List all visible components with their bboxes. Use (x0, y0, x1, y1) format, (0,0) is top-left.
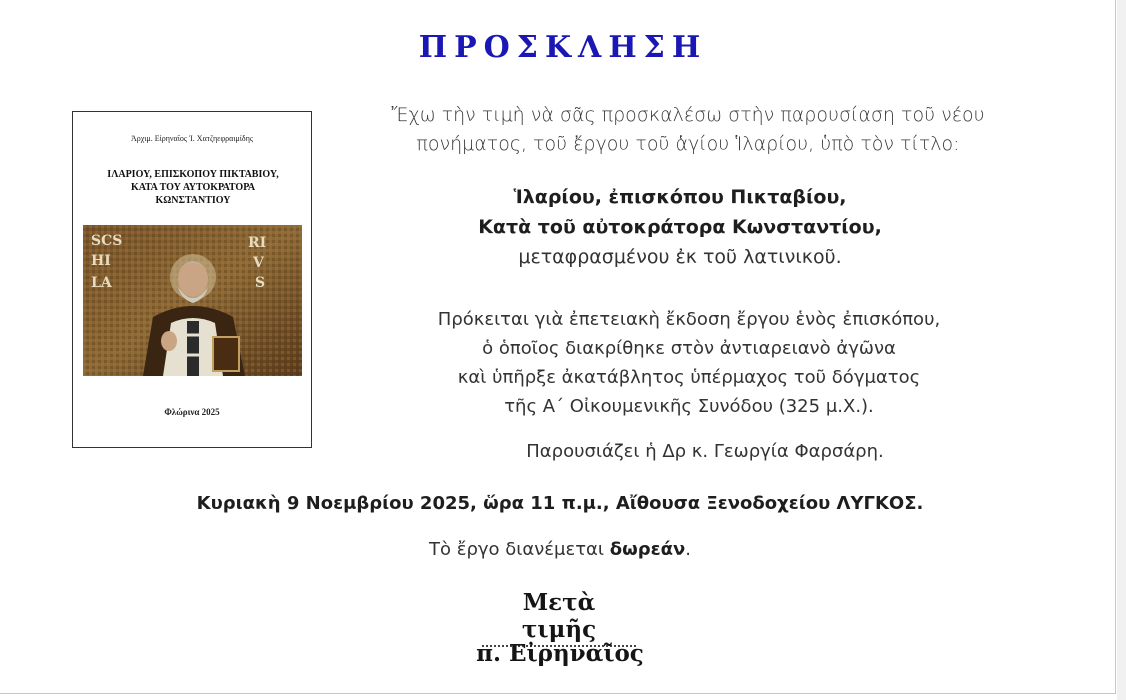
distribution-emphasis: δωρεάν (609, 539, 686, 560)
intro-line: Ἔχω τὴν τιμὴ νὰ σᾶς προσκαλέσω στὴν παρουσίαση τοῦ νέου (391, 104, 985, 126)
book-cover-footer: Φλώρινα 2025 (164, 407, 220, 417)
presenter-text: Παρουσιάζει ἡ Δρ κ. Γεωργία Φαρσάρη. (526, 441, 884, 462)
distribution-note (380, 539, 740, 560)
signature-name: π. Εἰρηναῖος (476, 640, 644, 667)
book-cover-author: Ἀρχιμ. Εἰρηναῖος Ἰ. Χατζηεφραιμίδης (130, 134, 254, 143)
work-subtitle: μεταφρασμένου ἐκ τοῦ λατινικοῦ. (518, 246, 842, 268)
invitation-intro (364, 101, 1012, 159)
svg-text:LA: LA (91, 275, 112, 291)
svg-text:RI: RI (248, 235, 267, 251)
svg-text:V: V (253, 255, 264, 271)
svg-text:HI: HI (91, 253, 111, 269)
book-cover-title-line: ΚΩΝΣΤΑΝΤΙΟΥ (155, 195, 231, 206)
work-title-line: Κατὰ τοῦ αὐτοκράτορα Κωνσταντίου, (478, 216, 882, 238)
distribution-prefix: Τὸ ἔργο διανέμεται (428, 539, 610, 560)
description-line: τῆς Α΄ Οἰκουμενικῆς Συνόδου (325 μ.Χ.). (504, 396, 874, 417)
description-line: ὁ ὁποῖος διακρίθηκε στὸν ἀντιαρειανὸ ἀγῶνα (482, 338, 896, 359)
signature-closing: Μετὰ τιμῆς (482, 589, 636, 647)
distribution-suffix: . (685, 539, 691, 560)
work-title-line: Ἱλαρίου, ἐπισκόπου Πικταβίου, (513, 186, 847, 208)
mosaic-illustration (83, 225, 302, 376)
description-line: Πρόκειται γιὰ ἐπετειακὴ ἔκδοση ἔργου ἑνὸς ἐπισκόπου, (437, 309, 941, 330)
book-cover-title (79, 168, 307, 207)
book-cover-title-line: ΙΛΑΡΙΟΥ, ΕΠΙΣΚΟΠΟΥ ΠΙΚΤΑΒΙΟΥ, (107, 169, 279, 180)
book-cover-title-line: ΚΑΤΑ ΤΟΥ ΑΥΤΟΚΡΑΤΟΡΑ (130, 182, 256, 193)
event-datetime-location: Κυριακὴ 9 Νοεμβρίου 2025, ὥρα 11 π.μ., Αἴθουσα Ξενοδοχείου ΛΥΓΚΟΣ. (196, 493, 924, 514)
intro-line: πονήματος, τοῦ ἔργου τοῦ ἁγίου Ἱλαρίου, ὑπὸ τὸν τίτλο: (416, 133, 960, 155)
scrollbar-track[interactable] (1117, 0, 1126, 700)
description-line: καὶ ὑπῆρξε ἀκατάβλητος ὑπέρμαχος τοῦ δόγματος (457, 367, 921, 388)
svg-text:SCS: SCS (91, 233, 123, 249)
book-cover (72, 111, 312, 448)
work-title (420, 182, 940, 272)
page-title: ΠΡΟΣΚΛΗΣΗ (418, 30, 708, 65)
work-description (384, 305, 994, 421)
saint-hilary-mosaic-image (83, 225, 302, 376)
svg-text:S: S (255, 275, 266, 291)
